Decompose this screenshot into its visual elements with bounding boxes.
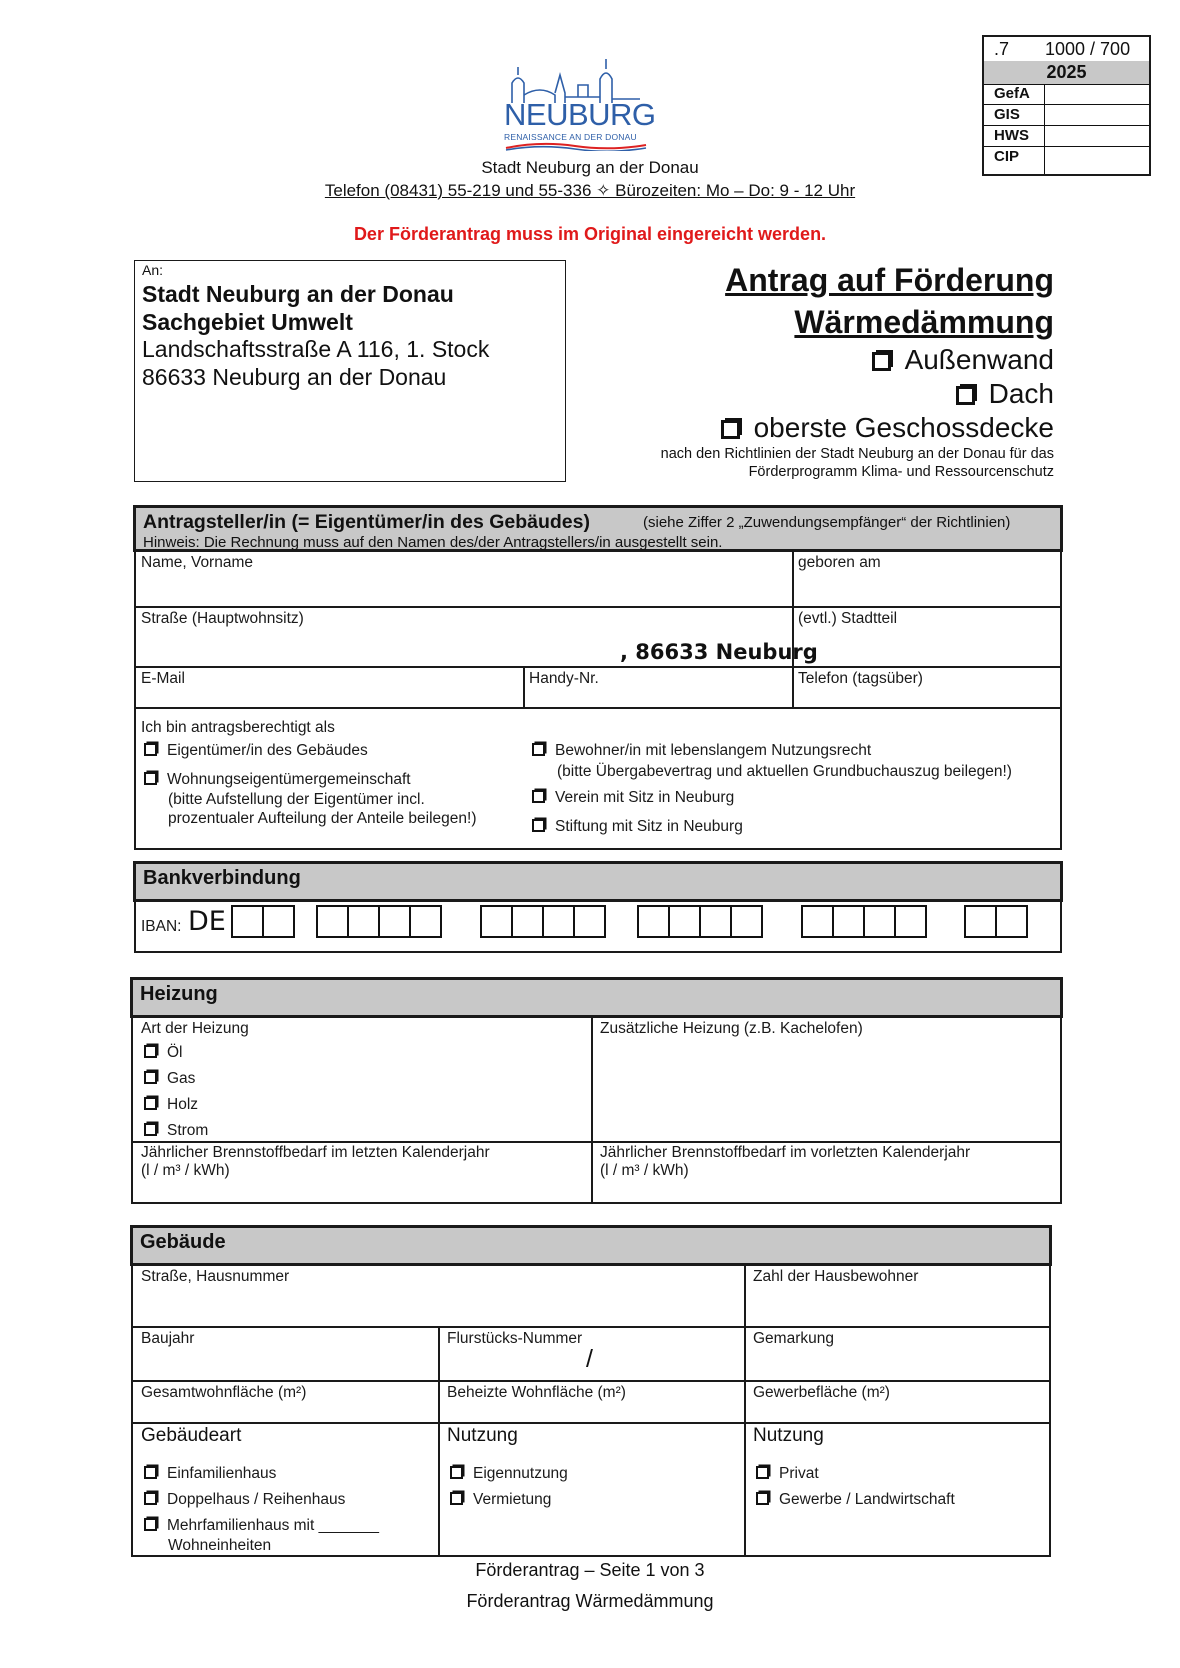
recipient-address-box [134,260,566,482]
office-row-gis: GIS [984,105,1149,126]
building-fields [131,1264,1051,1557]
bank-heading: Bankverbindung [143,867,301,889]
option-resident[interactable] [532,742,871,760]
applicant-section-header [133,505,1063,552]
iban-block-4[interactable] [803,905,927,938]
checkbox-icon[interactable] [144,1492,157,1505]
usage-owner-occupied[interactable] [450,1465,568,1483]
owners-association-note-1: (bitte Aufstellung der Eigentümer incl. [168,791,425,808]
owners-association-note-2: prozentualer Aufteilung der Anteile beilegen!) [168,810,477,827]
office-rows [984,84,1149,167]
option-resident-label: Bewohner/in mit lebenslangem Nutzungsrecht [555,742,872,759]
to-label: An: [142,262,164,278]
option-owner[interactable] [144,742,368,760]
original-warning: Der Förderantrag muss im Original eingereicht werden. [353,224,827,244]
additional-heating-field[interactable]: Zusätzliche Heizung (z.B. Kachelofen) [600,1020,863,1037]
checkbox-icon[interactable] [721,420,740,439]
page-number: Förderantrag – Seite 1 von 3 [475,1560,705,1580]
city-name: Stadt Neuburg an der Donau [481,158,699,177]
building-type-semi-detached-label: Doppelhaus / Reihenhaus [167,1491,346,1508]
address-line-1: Stadt Neuburg an der Donau [142,281,454,307]
file-code-prefix: .7 [994,39,1010,59]
iban-check-digits[interactable] [233,905,295,938]
heating-electric[interactable] [144,1122,208,1140]
invoice-hint: Hinweis: Die Rechnung muss auf den Namen des/der Antragstellers/in ausgestellt sein. [143,534,723,551]
heating-wood[interactable] [144,1096,198,1114]
heating-gas[interactable] [144,1070,195,1088]
building-type-heading: Gebäudeart [141,1425,242,1446]
fuel-last-year-field[interactable]: Jährlicher Brennstoffbedarf im letzten Kalenderjahr [141,1144,490,1161]
name-field[interactable]: Name, Vorname [141,554,253,571]
checkbox-icon[interactable] [532,790,545,803]
street-field[interactable]: Straße (Hauptwohnsitz) [141,610,304,627]
iban-block-1[interactable] [318,905,442,938]
usage-rental[interactable] [450,1491,551,1509]
parcel-separator: / [586,1345,593,1373]
usage-type-heading: Nutzung [753,1425,824,1446]
resident-note: (bitte Übergabevertrag und aktuellen Grundbuchauszug beilegen!) [557,763,1012,780]
usage-private[interactable] [756,1465,819,1483]
office-row-hws: HWS [984,126,1149,147]
heating-electric-label: Strom [167,1122,209,1139]
building-type-multi-family-label: Mehrfamilienhaus mit _______ [167,1517,379,1534]
option-club[interactable] [532,789,734,807]
checkbox-icon[interactable] [532,819,545,832]
checkbox-icon[interactable] [450,1492,463,1505]
heating-type-label: Art der Heizung [141,1020,249,1037]
checkbox-icon[interactable] [144,1045,157,1058]
neuburg-logo [500,55,656,150]
usage-commercial-agricultural[interactable] [756,1491,955,1509]
applicant-heading-note: (siehe Ziffer 2 „Zuwendungsempfänger“ der Richtlinien) [643,514,1011,531]
year-cell: 2025 [984,61,1149,85]
contact-text: Telefon (08431) 55-219 und 55-336 ✧ Bürozeiten: Mo – Do: 9 - 12 Uhr [324,181,856,200]
option-roof[interactable] [956,378,1054,410]
building-type-single-family[interactable] [144,1465,276,1483]
bank-section-header [133,861,1063,902]
usage-commercial-agricultural-label: Gewerbe / Landwirtschaft [779,1491,955,1508]
file-code: 1000 / 700 [1045,39,1131,59]
usage-owner-occupied-label: Eigennutzung [473,1465,568,1482]
parcel-number-field[interactable]: Flurstücks-Nummer [447,1330,583,1347]
heating-section-header [130,977,1063,1018]
checkbox-icon[interactable] [756,1466,769,1479]
building-heading: Gebäude [140,1231,226,1253]
checkbox-icon[interactable] [144,1071,157,1084]
checkbox-icon[interactable] [144,1518,157,1531]
office-row-cip: CIP [994,148,1020,165]
construction-year-field[interactable]: Baujahr [141,1330,195,1347]
checkbox-icon[interactable] [144,772,157,785]
iban-label: IBAN: [141,918,182,935]
iban-block-3[interactable] [639,905,763,938]
checkbox-icon[interactable] [450,1466,463,1479]
iban-block-5[interactable] [966,905,1028,938]
option-owners-association-label: Wohnungseigentümergemeinschaft [167,771,411,788]
heating-oil-label: Öl [167,1044,183,1061]
option-owners-association[interactable] [144,771,411,789]
option-foundation[interactable] [532,818,743,836]
option-exterior-wall-label: Außenwand [904,344,1054,375]
email-field[interactable]: E-Mail [141,670,185,687]
commercial-area-field[interactable]: Gewerbefläche (m²) [753,1384,890,1401]
heating-heading: Heizung [140,983,218,1005]
building-street-field[interactable]: Straße, Hausnummer [141,1268,290,1285]
usage-rental-label: Vermietung [473,1491,552,1508]
eligibility-label: Ich bin antragsberechtigt als [141,719,335,736]
district-field[interactable]: (evtl.) Stadtteil [798,610,898,627]
address-line-3: Landschaftsstraße A 116, 1. Stock [142,336,490,362]
heating-gas-label: Gas [167,1070,196,1087]
iban-country-prefix: DE [188,906,226,937]
footer-title: Förderantrag Wärmedämmung [466,1591,714,1611]
residents-count-field[interactable]: Zahl der Hausbewohner [753,1268,919,1285]
logo-tagline: RENAISSANCE AN DER DONAU [504,132,637,142]
office-use-box [982,35,1151,176]
checkbox-icon[interactable] [872,352,891,371]
building-section-header [130,1225,1052,1266]
heating-oil[interactable] [144,1044,183,1062]
total-living-area-field[interactable]: Gesamtwohnfläche (m²) [141,1384,307,1401]
birthdate-field[interactable]: geboren am [798,554,881,571]
heating-wood-label: Holz [167,1096,199,1113]
file-code-row [984,37,1149,62]
building-type-single-family-label: Einfamilienhaus [167,1465,277,1482]
option-top-ceiling-label: oberste Geschossdecke [753,412,1054,443]
wave-icon [500,141,650,151]
option-roof-label: Dach [988,378,1054,409]
phone-field[interactable]: Telefon (tagsüber) [798,670,923,687]
checkbox-icon[interactable] [956,386,975,405]
fuel-prev-year-unit: (l / m³ / kWh) [600,1162,689,1179]
address-line-2: Sachgebiet Umwelt [142,309,353,335]
contact-line [0,181,1180,201]
address-line-4: 86633 Neuburg an der Donau [142,364,447,390]
mobile-field[interactable]: Handy-Nr. [529,670,599,687]
residential-units-label: Wohneinheiten [168,1537,272,1554]
checkbox-icon[interactable] [756,1492,769,1505]
fuel-prev-year-field[interactable]: Jährlicher Brennstoffbedarf im vorletzten Kalenderjahr [600,1144,971,1161]
checkbox-icon[interactable] [144,743,157,756]
cadastral-district-field[interactable]: Gemarkung [753,1330,834,1347]
logo-wordmark: NEUBURG [504,97,656,132]
option-exterior-wall[interactable] [872,344,1054,376]
checkbox-icon[interactable] [144,1097,157,1110]
building-type-semi-detached[interactable] [144,1491,345,1509]
iban-block-2[interactable] [482,905,606,938]
office-row-gefa: GefA [984,84,1149,105]
form-title-line-1: Antrag auf Förderung [725,262,1054,298]
option-top-ceiling[interactable] [721,412,1054,444]
option-owner-label: Eigentümer/in des Gebäudes [167,742,368,759]
guideline-note-2: Förderprogramm Klima- und Ressourcenschutz [748,464,1054,480]
heating-fields [131,1016,1062,1204]
form-title-line-2: Wärmedämmung [794,304,1054,340]
heated-living-area-field[interactable]: Beheizte Wohnfläche (m²) [447,1384,626,1401]
building-type-multi-family[interactable] [144,1517,379,1535]
option-club-label: Verein mit Sitz in Neuburg [555,789,735,806]
fuel-last-year-unit: (l / m³ / kWh) [141,1162,230,1179]
usage-private-label: Privat [779,1465,819,1482]
guideline-note-1: nach den Richtlinien der Stadt Neuburg an der Donau für das [660,446,1054,462]
applicant-heading: Antragsteller/in (= Eigentümer/in des Gebäudes) [143,511,590,533]
usage-heading: Nutzung [447,1425,518,1446]
checkbox-icon[interactable] [532,743,545,756]
checkbox-icon[interactable] [144,1123,157,1136]
street-city-value: , 86633 Neuburg [620,640,818,664]
checkbox-icon[interactable] [144,1466,157,1479]
option-foundation-label: Stiftung mit Sitz in Neuburg [555,818,743,835]
